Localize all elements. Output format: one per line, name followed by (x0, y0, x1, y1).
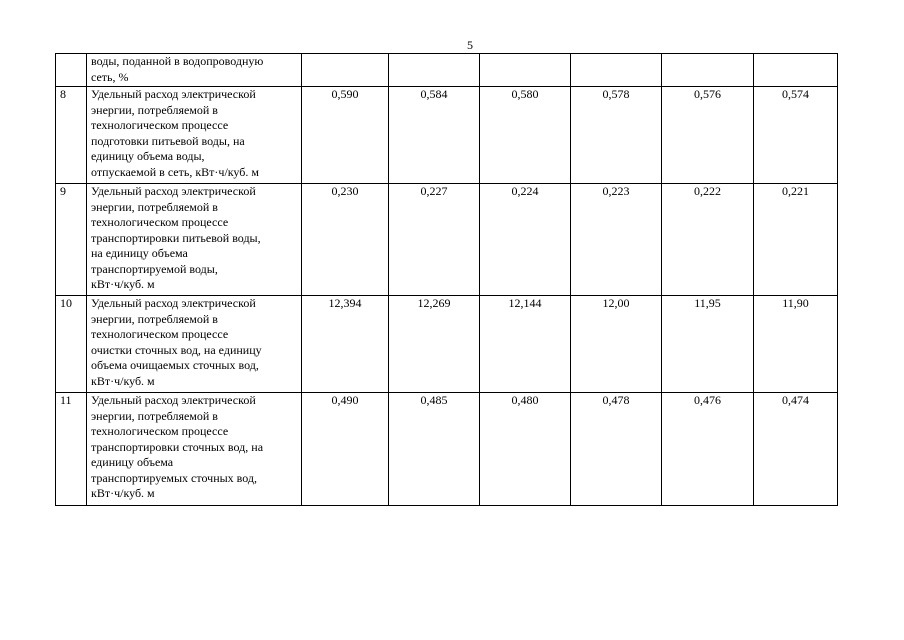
page-number: 5 (467, 38, 473, 52)
description-line: отпускаемой в сеть, кВт·ч/куб. м (91, 164, 259, 179)
description-line: очистки сточных вод, на единицу (91, 342, 262, 357)
description-line: на единицу объема (91, 246, 188, 260)
description-line: транспортируемых сточных вод, (91, 470, 258, 485)
description-line: энергии, потребляемой в (91, 102, 218, 117)
description-line: энергии, потребляемой в (91, 311, 218, 326)
value-cell: 0,576 (662, 87, 754, 184)
description-line: единицу объема воды, (91, 149, 205, 163)
value-cell: 11,90 (754, 296, 838, 393)
table-row (56, 54, 838, 87)
description-line: кВт·ч/куб. м (91, 277, 155, 291)
description-line: Удельный расход электрической (91, 184, 256, 198)
description-line: сеть, % (91, 69, 129, 84)
value-cell (302, 54, 389, 87)
value-cell: 0,574 (754, 87, 838, 184)
row-description (87, 87, 302, 184)
value-cell: 0,223 (571, 184, 662, 296)
description-line: транспортируемой воды, (91, 261, 218, 276)
value-cell: 0,230 (302, 184, 389, 296)
value-cell: 11,95 (662, 296, 754, 393)
description-line: энергии, потребляемой в (91, 408, 218, 423)
row-number: 11 (56, 393, 87, 506)
row-description (87, 296, 302, 393)
value-cell: 0,478 (571, 393, 662, 506)
table-row (56, 87, 838, 184)
value-cell: 12,394 (302, 296, 389, 393)
description-line: Удельный расход электрической (91, 87, 256, 101)
value-cell: 0,224 (480, 184, 571, 296)
value-cell: 0,227 (389, 184, 480, 296)
row-description (87, 184, 302, 296)
description-line: Удельный расход электрической (91, 393, 256, 407)
value-cell (754, 54, 838, 87)
table-row (56, 393, 838, 506)
value-cell: 0,580 (480, 87, 571, 184)
value-cell: 0,584 (389, 87, 480, 184)
value-cell: 0,221 (754, 184, 838, 296)
description-line: технологическом процессе (91, 424, 229, 438)
description-line: кВт·ч/куб. м (91, 373, 155, 388)
value-cell (571, 54, 662, 87)
table-row (56, 296, 838, 393)
description-line: кВт·ч/куб. м (91, 486, 155, 500)
value-cell: 12,00 (571, 296, 662, 393)
value-cell: 0,476 (662, 393, 754, 506)
value-cell: 0,590 (302, 87, 389, 184)
description-line: объема очищаемых сточных вод, (91, 358, 259, 372)
value-cell (662, 54, 754, 87)
value-cell (389, 54, 480, 87)
value-cell (480, 54, 571, 87)
value-cell: 0,578 (571, 87, 662, 184)
value-cell: 0,222 (662, 184, 754, 296)
description-line: энергии, потребляемой в (91, 199, 218, 214)
row-number: 9 (56, 184, 87, 296)
row-number: 10 (56, 296, 87, 393)
row-number: 8 (56, 87, 87, 184)
row-description (87, 393, 302, 506)
value-cell: 0,480 (480, 393, 571, 506)
description-line: транспортировки сточных вод, на (91, 439, 264, 454)
description-line: Удельный расход электрической (91, 296, 256, 310)
value-cell: 0,485 (389, 393, 480, 506)
value-cell: 12,269 (389, 296, 480, 393)
description-line: транспортировки питьевой воды, (91, 230, 261, 245)
value-cell: 12,144 (480, 296, 571, 393)
description-line: подготовки питьевой воды, на (91, 133, 245, 148)
indicators-table (55, 53, 838, 506)
description-line: единицу объема (91, 455, 174, 469)
row-description (87, 54, 302, 87)
description-line: воды, поданной в водопроводную (91, 54, 264, 68)
description-line: технологическом процессе (91, 215, 229, 229)
value-cell: 0,490 (302, 393, 389, 506)
description-line: технологическом процессе (91, 327, 229, 341)
value-cell: 0,474 (754, 393, 838, 506)
row-number (56, 54, 87, 87)
table-row (56, 184, 838, 296)
description-line: технологическом процессе (91, 118, 229, 132)
